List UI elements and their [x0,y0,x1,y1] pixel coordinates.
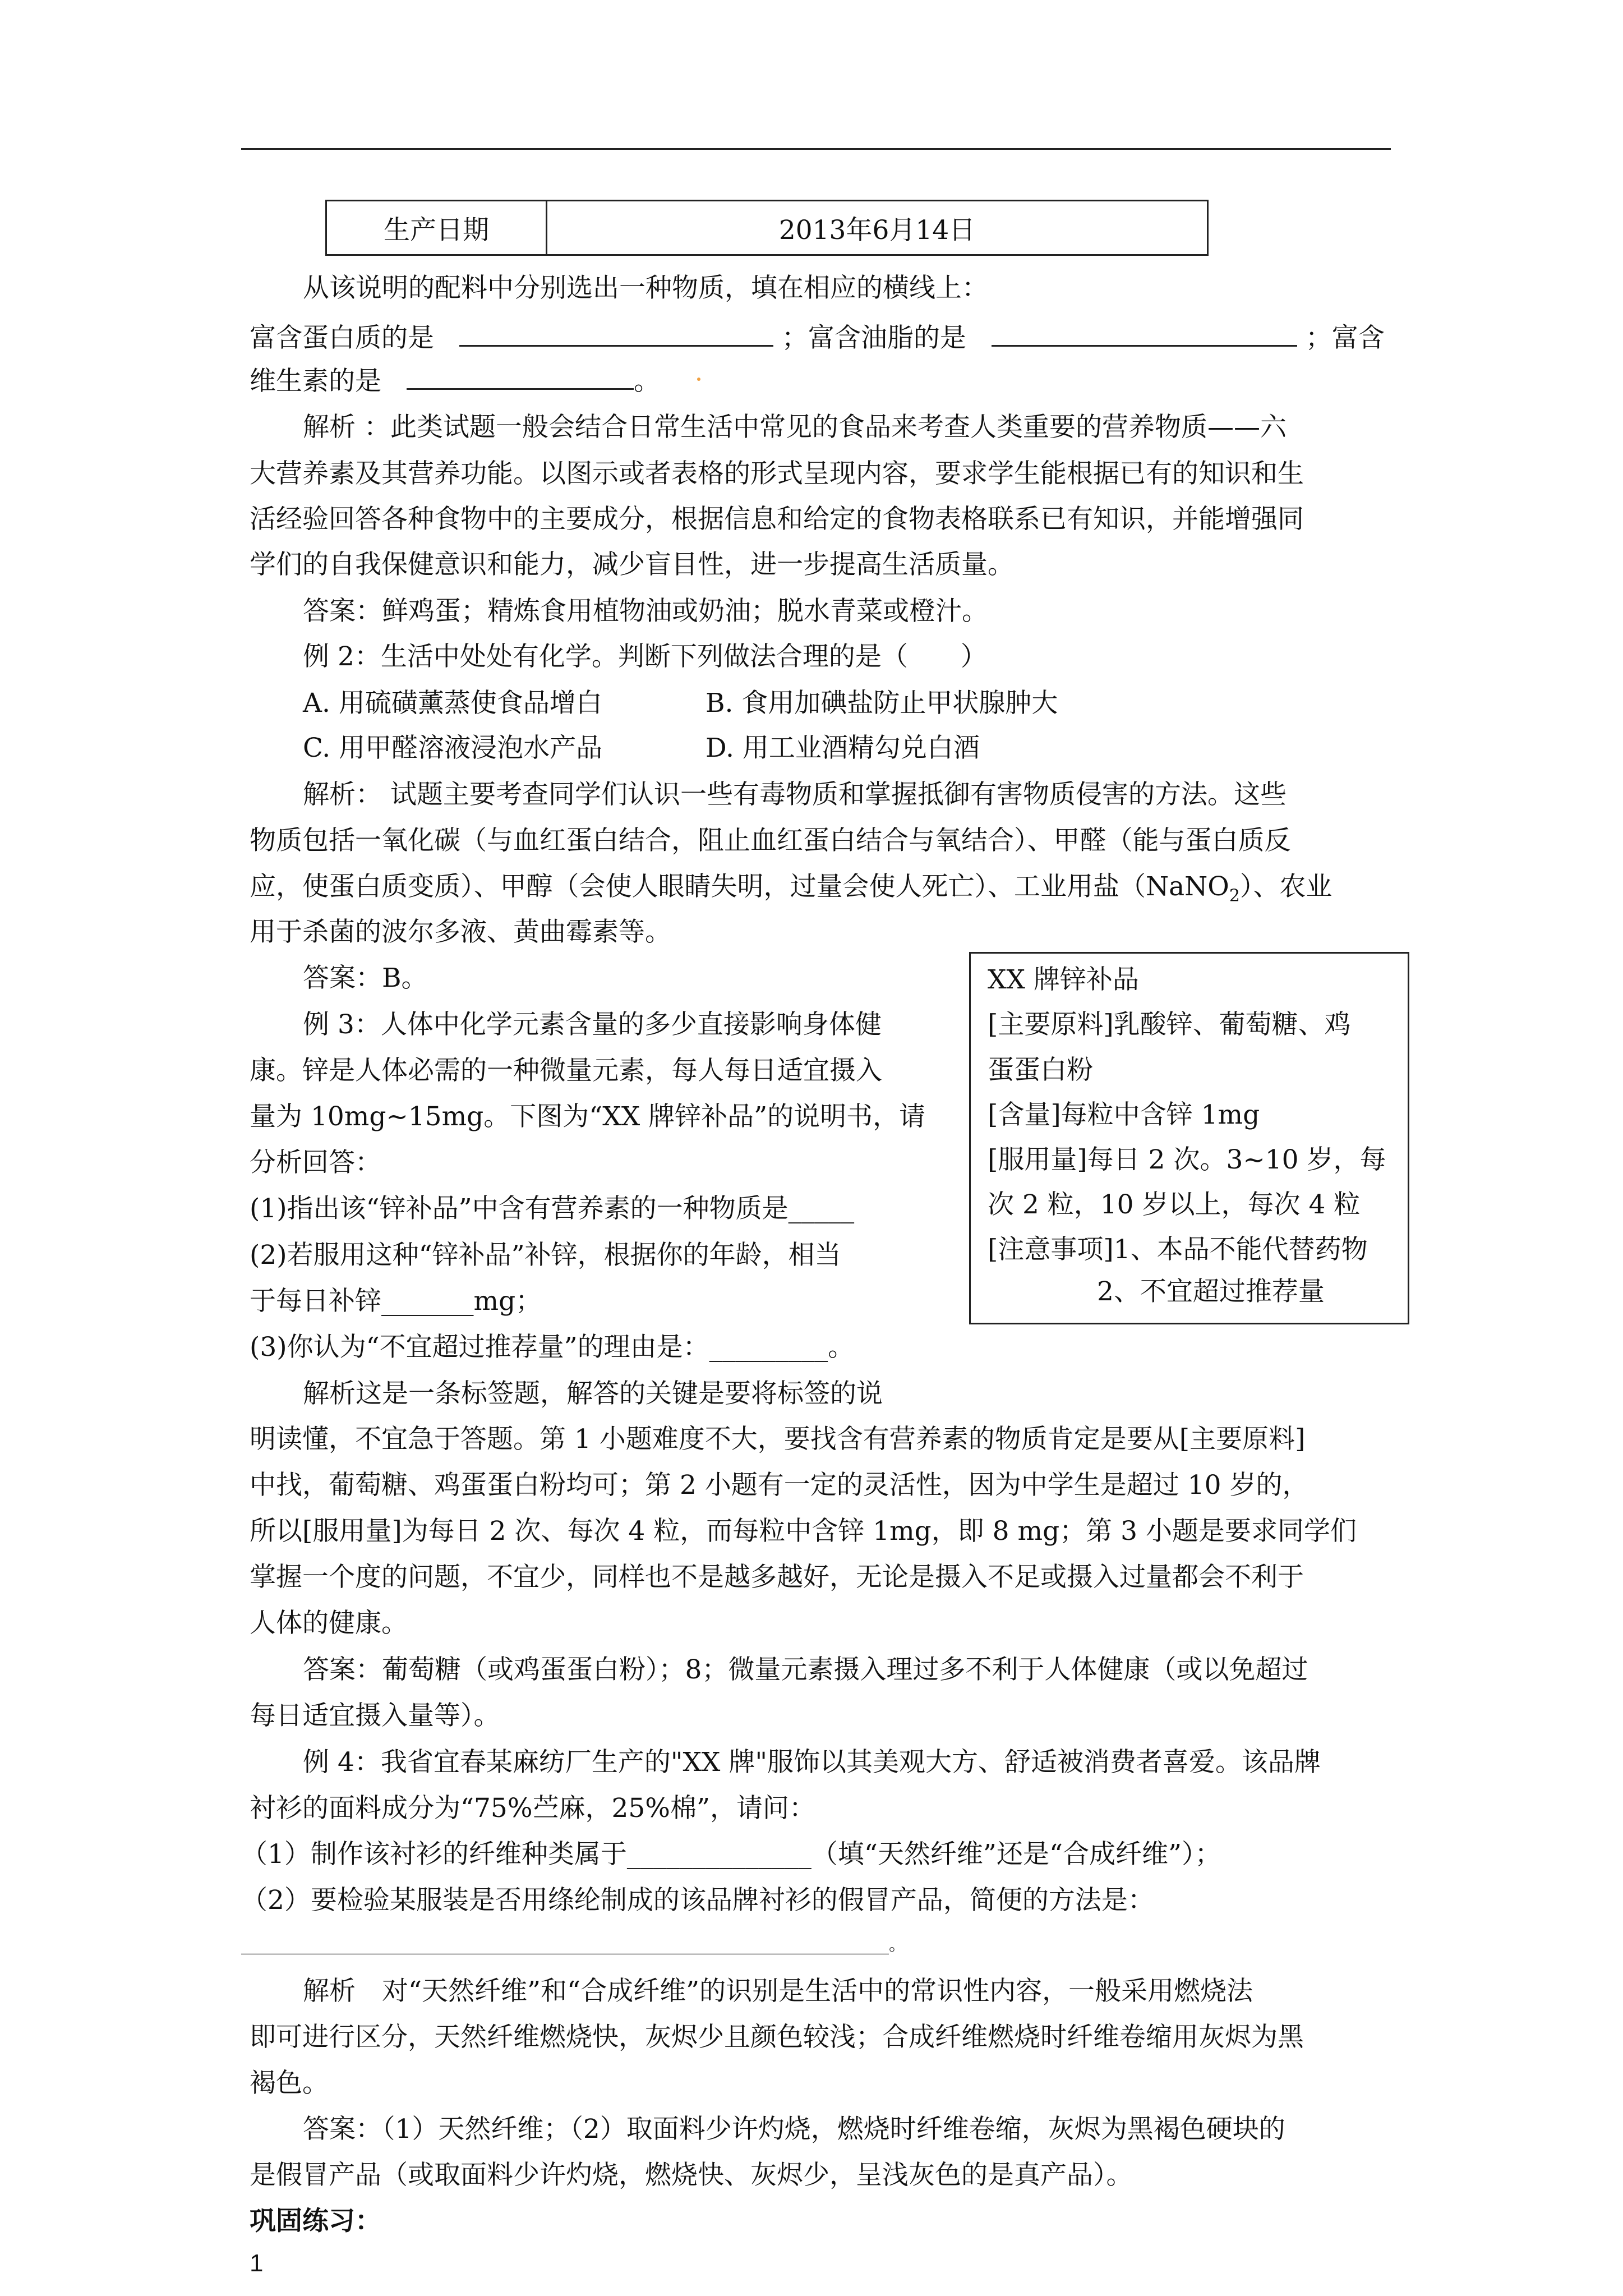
example3-line-5: (1)指出该“锌补品”中含有营养素的一种物质是_____ [250,1193,855,1224]
answer3-line-1: 答案：葡萄糖（或鸡蛋蛋白粉）；8；微量元素摄入理过多不利于人体健康（或以免超过 [303,1654,1308,1685]
analysis4-line-1: 解析 对“天然纤维”和“合成纤维”的识别是生活中的常识性内容，一般采用燃烧法 [303,1976,1253,2007]
protein-blank[interactable] [459,320,773,347]
analysis4-line-3: 褐色。 [250,2068,329,2099]
analysis2-line-1: 解析： 试题主要考查同学们认识一些有毒物质和掌握抵御有害物质侵害的方法。这些 [303,779,1287,810]
label-box-line-8: 2、不宜超过推荐量 [1097,1276,1325,1307]
label-box-line-3: 蛋蛋白粉 [988,1055,1093,1085]
analysis3-line-1: 明读懂，不宜急于答题。第 1 小题难度不大，要找含有营养素的物质肯定是要从[主要原料] [250,1424,1306,1455]
page-number: 1 [250,2249,264,2277]
nano2-subscript: 2 [1229,886,1240,906]
example3-line-8: (3)你认为“不宜超过推荐量”的理由是：_________。 [250,1332,855,1363]
fat-blank[interactable] [992,320,1297,347]
zinc-supplement-label-box [969,952,1409,1324]
header-rule [241,148,1391,150]
analysis3-line-3: 所以[服用量]为每日 2 次、每次 4 粒，而每粒中含锌 1mg，即 8 mg；第 3 小题是要求同学们 [250,1516,1357,1547]
vitamin-label-b: 维生素的是 [250,366,381,397]
example3-line-6: (2)若服用这种“锌补品”补锌，根据你的年龄，相当 [250,1240,841,1271]
example3-line-1: 例 3：人体中化学元素含量的多少直接影响身体健 [303,1009,882,1040]
answer1: 答案：鲜鸡蛋；精炼食用植物油或奶油；脱水青菜或橙汁。 [303,596,988,627]
example4-line-1: 例 4：我省宜春某麻纺厂生产的"XX 牌"服饰以其美观大方、舒适被消费者喜爱。该品牌 [303,1747,1321,1778]
analysis1-line-4: 学们的自我保健意识和能力，减少盲目性，进一步提高生活质量。 [250,549,1014,580]
example3-line-9: 解析这是一条标签题，解答的关键是要将标签的说 [303,1378,883,1409]
example3-line-3: 量为 10mg~15mg。下图为“XX 牌锌补品”的说明书，请 [250,1101,926,1132]
q1-prompt: 从该说明的配料中分别选出一种物质，填在相应的横线上： [303,273,988,303]
analysis1-line-3: 活经验回答各种食物中的主要成分，根据信息和给定的食物表格联系已有知识，并能增强同 [250,504,1304,535]
table-value-cell: 2013年6月14日 [778,214,976,246]
analysis2-line-3 [250,871,1332,912]
label-box-line-5: [服用量]每日 2 次。3~10 岁，每 [988,1144,1386,1175]
example3-line-4: 分析回答： [250,1147,381,1178]
example3-line-7: 于每日补锌_______mg； [250,1286,542,1317]
analysis2-line-2: 物质包括一氧化碳（与血红蛋白结合，阻止血红蛋白结合与氧结合）、甲醛（能与蛋白质反 [250,825,1291,856]
fat-label: ；富含油脂的是 [781,323,966,353]
example2-option-b: B. 食用加碘盐防止甲状腺肿大 [706,688,1058,719]
answer4-line-1: 答案：（1）天然纤维；（2）取面料少许灼烧，燃烧时纤维卷缩，灰烬为黑褐色硬块的 [303,2114,1285,2145]
example2-question: 例 2：生活中处处有化学。判断下列做法合理的是（ ） [303,641,987,672]
analysis4-line-2: 即可进行区分，天然纤维燃烧快，灰烬少且颜色较浅；合成纤维燃烧时纤维卷缩用灰烬为黑 [250,2022,1304,2053]
example4-line-2: 衬衫的面料成分为“75%苎麻，25%棉”，请问： [250,1793,815,1824]
table-label-cell: 生产日期 [327,201,547,254]
example4-answer-blank[interactable]: _____________________________________________________________________________。 [241,1935,906,1955]
example4-line-3: （1）制作该衬衫的纤维种类属于______________（填“天然纤维”还是“合成纤维”）； [241,1839,1221,1870]
analysis2-line-4: 用于杀菌的波尔多液、黄曲霉素等。 [250,917,671,947]
orange-dot-mark [697,378,700,381]
analysis3-line-5: 人体的健康。 [250,1608,408,1639]
example3-line-2: 康。锌是人体必需的一种微量元素，每人每日适宜摄入 [250,1055,882,1086]
vitamin-blank[interactable] [407,364,634,390]
production-date-table [325,200,1209,256]
answer2: 答案：B。 [303,963,428,993]
analysis1-line-2: 大营养素及其营养功能。以图示或者表格的形式呈现内容，要求学生能根据已有的知识和生 [250,458,1304,489]
section-title: 巩固练习： [250,2206,381,2237]
analysis1-line-1: 解析 ：此类试题一般会结合日常生活中常见的食品来考查人类重要的营养物质——六 [303,412,1287,443]
answer4-line-2: 是假冒产品（或取面料少许灼烧，燃烧快、灰烬少，呈浅灰色的是真产品）。 [250,2160,1133,2191]
label-box-line-7: [注意事项]1、本品不能代替药物 [988,1234,1368,1265]
example2-option-d: D. 用工业酒精勾兑白酒 [706,733,980,763]
example2-option-a: A. 用硫磺薰蒸使食品增白 [303,688,602,719]
analysis3-line-2: 中找，葡萄糖、鸡蛋蛋白粉均可；第 2 小题有一定的灵活性，因为中学生是超过 10 岁的， [250,1470,1309,1501]
analysis3-line-4: 掌握一个度的问题，不宜少，同样也不是越多越好，无论是摄入不足或摄入过量都会不利于 [250,1562,1304,1593]
q1-end: 。 [633,366,660,397]
vitamin-label-a: ；富含 [1305,323,1385,353]
answer3-line-2: 每日适宜摄入量等）。 [250,1700,500,1731]
q1-blanks-line [250,320,1385,354]
label-box-line-4: [含量]每粒中含锌 1mg [988,1099,1260,1130]
analysis2-line-3a: 应，使蛋白质变质）、甲醇（会使人眼睛失明，过量会使人死亡）、工业用盐（NaNO [250,871,1229,902]
example2-option-c: C. 用甲醛溶液浸泡水产品 [303,733,603,763]
analysis2-line-3b: ）、农业 [1239,871,1332,902]
protein-label: 富含蛋白质的是 [250,323,434,353]
label-box-line-6: 次 2 粒，10 岁以上，每次 4 粒 [988,1189,1361,1220]
label-box-line-1: XX 牌锌补品 [988,964,1139,995]
label-box-line-2: [主要原料]乳酸锌、葡萄糖、鸡 [988,1009,1351,1040]
example4-line-4: （2）要检验某服装是否用绦纶制成的该品牌衬衫的假冒产品，简便的方法是： [241,1885,1154,1916]
q1-vitamin-line [250,364,660,397]
